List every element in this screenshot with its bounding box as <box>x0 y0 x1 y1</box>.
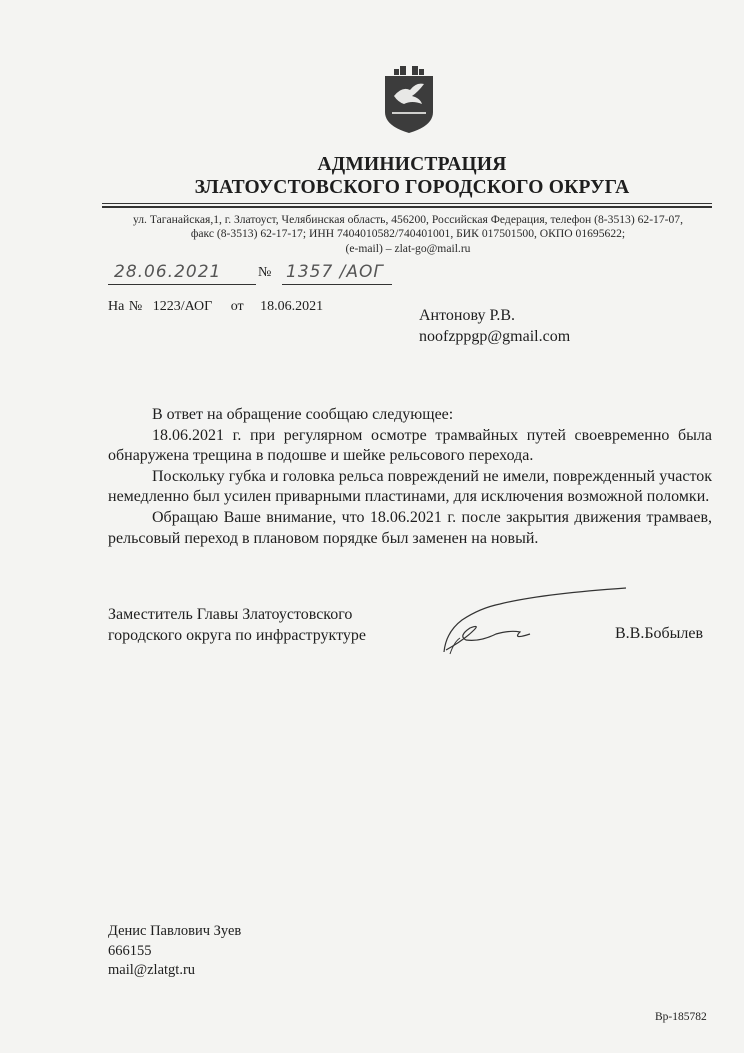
reply-to-date: 18.06.2021 <box>260 299 324 314</box>
org-title-line1: АДМИНИСТРАЦИЯ <box>317 154 507 175</box>
body-paragraph: В ответ на обращение сообщаю следующее: <box>152 406 454 423</box>
registration-number: 1357 /АОГ <box>286 262 384 282</box>
address-line: ул. Таганайская,1, г. Златоуст, Челябинская область, 456200, Российская Федерация, телефон (8-3513) 62-17-07, <box>132 213 684 226</box>
body-paragraph: 18.06.2021 г. при регулярном осмотре трамвайных путей своевременно была обнаружена трещина в подошве и шейке рельсового перехода. <box>108 426 712 465</box>
registration-line <box>106 262 396 288</box>
position-line1: Заместитель Главы Златоустовского <box>108 606 353 623</box>
signatory-position <box>108 604 366 646</box>
position-line2: городского округа по инфраструктуре <box>108 627 366 644</box>
recipient-block <box>419 305 570 347</box>
header-divider-thick <box>102 206 712 208</box>
org-title-line2: ЗЛАТОУСТОВСКОГО ГОРОДСКОГО ОКРУГА <box>194 177 630 198</box>
letter-body <box>108 405 712 549</box>
date-underline <box>108 284 256 285</box>
registration-date: 28.06.2021 <box>114 262 222 282</box>
executor-email: mail@zlatgt.ru <box>108 962 196 978</box>
body-paragraph: Поскольку губка и головка рельса повреждений не имели, поврежденный участок немедленно был усилен приварными пластинами, для исключения возможной поломки. <box>108 467 712 506</box>
reply-to-label: На № <box>108 299 143 314</box>
signatory-name: В.В.Бобылев <box>615 625 704 642</box>
header-divider <box>102 203 712 204</box>
executor-name: Денис Павлович Зуев <box>108 923 242 939</box>
from-label: от <box>230 299 244 314</box>
reply-to-number: 1223/АОГ <box>152 299 213 314</box>
recipient-name: Антонову Р.В. <box>419 307 516 324</box>
handwritten-signature <box>440 582 630 662</box>
reply-reference <box>108 299 329 315</box>
executor-phone: 666155 <box>108 942 152 959</box>
requisites-line: факс (8-3513) 62-17-17; ИНН 7404010582/740401001, БИК 017501500, ОКПО 01695622; <box>190 227 626 240</box>
email-line: (e-mail) – zlat-go@mail.ru <box>345 242 471 255</box>
document-reference: Вр-185782 <box>655 1011 707 1023</box>
coat-of-arms-icon <box>382 66 436 134</box>
body-paragraph: Обращаю Ваше внимание, что 18.06.2021 г. после закрытия движения трамваев, рельсовый переход в плановом порядке был заменен на новый. <box>108 508 712 547</box>
number-underline <box>282 284 392 285</box>
executor-block <box>108 922 241 981</box>
recipient-email: noofzppgp@gmail.com <box>419 328 571 345</box>
number-sign: № <box>258 265 272 280</box>
